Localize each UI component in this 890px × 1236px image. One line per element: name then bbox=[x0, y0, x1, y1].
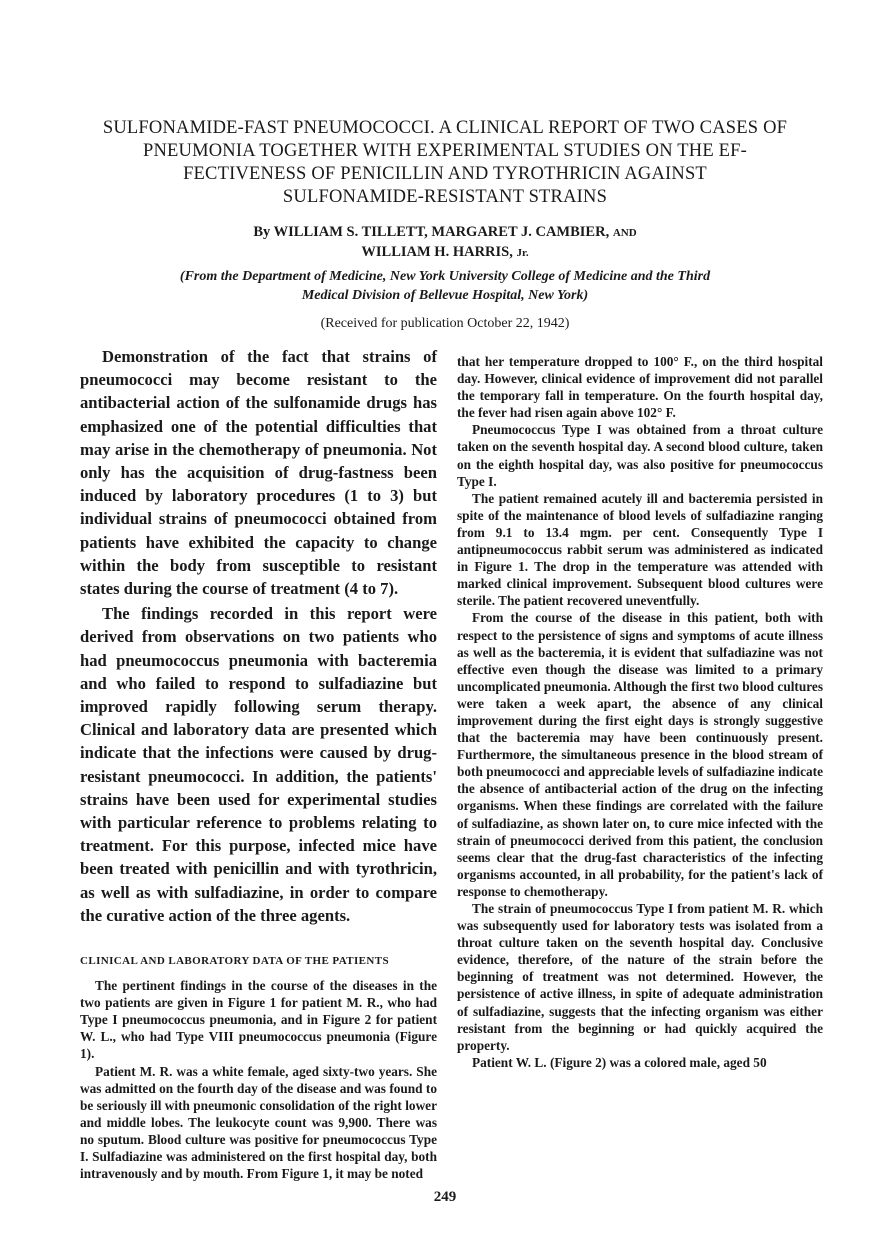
title-line: PNEUMONIA TOGETHER WITH EXPERIMENTAL STUDIES ON THE EF- bbox=[142, 141, 748, 161]
authors-line-2 bbox=[65, 243, 825, 263]
affiliation-line: (From the Department of Medicine, New York University College of Medicine and the Third bbox=[179, 269, 711, 284]
title-line: SULFONAMIDE-FAST PNEUMOCOCCI. A CLINICAL REPORT OF TWO CASES OF bbox=[102, 118, 788, 138]
author-suffix: Jr. bbox=[516, 247, 529, 259]
page-number: 249 bbox=[433, 1189, 457, 1206]
left-column bbox=[80, 345, 437, 1182]
body-paragraph: From the course of the disease in this patient, both with respect to the persistence of signs and symptoms of acute illness as well as the bacteremia, it is evident that sulfadiazine was not effective even though the disease was limited to a primary uncomplicated pneumonia. Although the first two blood cultures were taken a week apart, the absence of any clinical improvement during the first eight days is strongly suggestive that the bacteremia may have been continuously present. Furthermore, the simultaneous presence in the blood stream of both pneumococci and appreciable levels of sulfadiazine indicate the absence of antibacterial action of the drug on the infecting organisms. When these findings are correlated with the failure of sulfadiazine, as shown later on, to cure mice infected with the strain of pneumococci derived from this patient, the conclusion seems clear that the drug-fast characteristics of the infecting organisms accounted, in all probability, for the patient's lack of response to chemotherapy. bbox=[457, 610, 823, 899]
authors bbox=[65, 223, 825, 263]
body-paragraph: Patient W. L. (Figure 2) was a colored male, aged 50 bbox=[472, 1054, 767, 1070]
by-label: By bbox=[253, 224, 271, 240]
body-paragraph: The patient remained acutely ill and bacteremia persisted in spite of the maintenance of blood levels of sulfadiazine ranging from 9.1 to 13.4 mgm. per cent. Consequently Type I antipneumococcus rabbit serum was administered as indicated in Figure 1. The drop in the temperature was attended with marked clinical improvement. Subsequent blood cultures were sterile. The patient recovered uneventfully. bbox=[457, 490, 823, 609]
body-paragraph: Patient M. R. was a white female, aged sixty-two years. She was admitted on the fourth day of the disease and was found to be seriously ill with pneumonic consolidation of the right lower and middle lobes. The leukocyte count was 9,900. There was no sputum. Blood culture was positive for pneumococcus Type I. Sulfadiazine was administered on the first hospital day, both intravenously and by mouth. From Figure 1, it may be noted bbox=[80, 1063, 437, 1182]
body-paragraph: Demonstration of the fact that strains of pneumococci may become resistant to the antibacterial action of the sulfonamide drugs has emphasized one of the potential difficulties that may arise in the chemotherapy of pneumonia. Not only has the acquisition of drug-fastness been induced by laboratory procedures (1 to 3) but individual strains of pneumococci obtained from patients have exhibited the capacity to change within the body from susceptible to resistant states during the course of treatment (4 to 7). bbox=[80, 347, 437, 599]
right-column bbox=[457, 345, 823, 1071]
section-heading: CLINICAL AND LABORATORY DATA OF THE PATIENTS bbox=[80, 955, 389, 968]
body-paragraph: The findings recorded in this report were derived from observations on two patients who had pneumococcus pneumonia with bacteremia and who failed to respond to sulfadiazine but improved rapidly following serum therapy. Clinical and laboratory data are presented which indicate that the infections were caused by drug-resistant pneumococci. In addition, the patients' strains have been used for experimental studies with particular reference to problems relating to treatment. For this purpose, infected mice have been treated with penicillin and with tyrothricin, as well as with sulfadiazine, in order to compare the curative action of the three agents. bbox=[80, 604, 437, 925]
and-label: AND bbox=[612, 227, 637, 239]
body-columns bbox=[80, 345, 823, 1182]
received-date: (Received for publication October 22, 1942) bbox=[320, 316, 570, 331]
affiliation-line: Medical Division of Bellevue Hospital, New York) bbox=[301, 288, 589, 303]
body-paragraph: Pneumococcus Type I was obtained from a throat culture taken on the seventh hospital day. A second blood culture, taken on the eighth hospital day, was also positive for pneumococcus Type I. bbox=[457, 422, 823, 489]
body-paragraph: The strain of pneumococcus Type I from patient M. R. which was subsequently used for laboratory tests was isolated from a throat culture taken on the seventh hospital day. Conclusive evidence, therefore, of the nature of the strain before the beginning of treatment was not determined. However, the persistence of active illness, in spite of adequate administration of sulfadiazine, suggests that the infecting organism was either resistant from the beginning or had quickly acquired the property. bbox=[457, 901, 823, 1053]
title-line: FECTIVENESS OF PENICILLIN AND TYROTHRICIN AGAINST bbox=[183, 164, 707, 184]
title-line: SULFONAMIDE-RESISTANT STRAINS bbox=[282, 187, 608, 207]
body-paragraph: The pertinent findings in the course of the diseases in the two patients are given in Figure 1 for patient M. R., who had Type I pneumococcus pneumonia, and in Figure 2 for patient W. L., who had Type VIII pneumococcus pneumonia (Figure 1). bbox=[80, 978, 437, 1062]
body-paragraph: that her temperature dropped to 100° F., on the third hospital day. However, clinical evidence of improvement did not parallel the temporary fall in temperature. On the fourth hospital day, the fever had risen again above 102° F. bbox=[457, 354, 823, 421]
article-title bbox=[65, 117, 825, 209]
authors-line-1 bbox=[65, 223, 825, 243]
affiliation bbox=[65, 267, 825, 305]
author-names-1: WILLIAM S. TILLETT, MARGARET J. CAMBIER, bbox=[273, 224, 610, 240]
author-names-2: WILLIAM H. HARRIS, bbox=[361, 244, 513, 260]
